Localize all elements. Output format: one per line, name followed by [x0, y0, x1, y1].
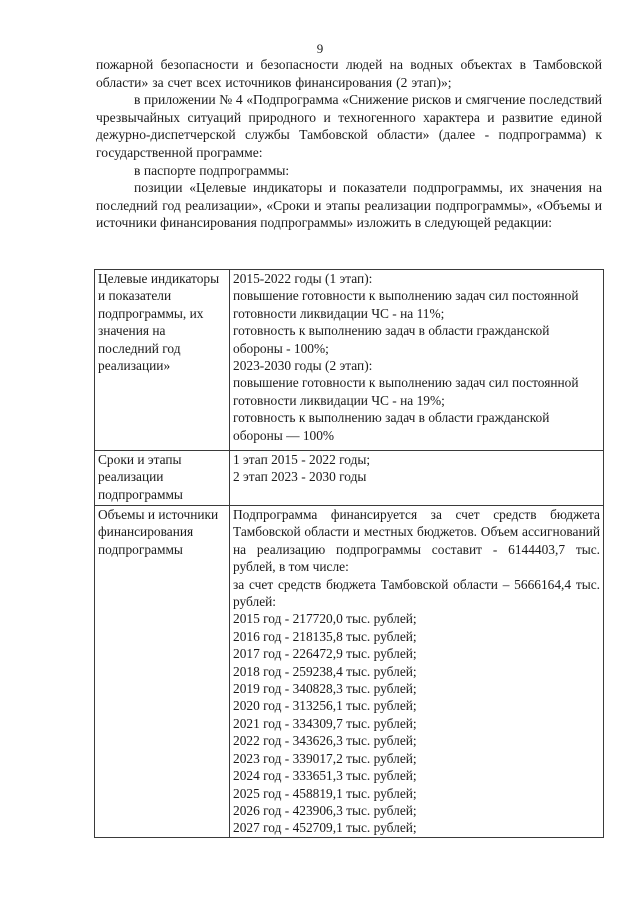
value-line: за счет средств бюджета Тамбовской области – 5666164,4 тыс. рублей:	[233, 576, 600, 610]
value-line: 2025 год - 458819,1 тыс. рублей;	[233, 785, 417, 801]
value-line: повышение готовности к выполнению задач сил постоянной готовности ликвидации ЧС - на 19%;	[233, 375, 579, 408]
intro-paragraph-4: позиции «Целевые индикаторы и показатели подпрограммы, их значения на последний год реализации», «Сроки и этапы реализации подпрограммы», «Объемы и источники финансирования подпрограммы» изложить в следующей редакции:	[96, 180, 602, 231]
passport-table	[94, 269, 604, 838]
intro-paragraph-3: в паспорте подпрограммы:	[134, 162, 290, 178]
row-label-terms: Сроки и этапы реализации подпрограммы	[95, 451, 230, 506]
value-line: 2027 год - 452709,1 тыс. рублей;	[233, 820, 417, 836]
value-line: 2016 год - 218135,8 тыс. рублей;	[233, 628, 417, 644]
value-line: 2023 год - 339017,2 тыс. рублей;	[233, 750, 417, 766]
value-line: 2023-2030 годы (2 этап):	[233, 358, 373, 374]
table-row-funding	[95, 506, 604, 838]
intro-paragraph-1: пожарной безопасности и безопасности людей на водных объектах в Тамбовской области» за счет всех источников финансирования (2 этап)»;	[96, 57, 602, 90]
row-value-indicators	[230, 270, 604, 451]
value-line: 2026 год - 423906,3 тыс. рублей;	[233, 802, 417, 818]
value-line: 1 этап 2015 - 2022 годы;	[233, 452, 371, 467]
value-line: 2022 год - 343626,3 тыс. рублей;	[233, 733, 417, 749]
value-line: 2 этап 2023 - 2030 годы	[233, 469, 367, 485]
value-line: готовность к выполнению задач в области гражданской обороны — 100%	[233, 410, 550, 443]
value-line: 2015-2022 годы (1 этап):	[233, 271, 373, 286]
value-line: 2020 год - 313256,1 тыс. рублей;	[233, 698, 417, 714]
table-row-indicators	[95, 270, 604, 451]
value-line: 2015 год - 217720,0 тыс. рублей;	[233, 611, 417, 627]
intro-paragraph-2: в приложении № 4 «Подпрограмма «Снижение рисков и смягчение последствий чрезвычайных ситуаций природного и техногенного характера и развитие единой дежурно-диспетчерской службы Тамбовской области» (далее - подпрограмма) к государственной программе:	[96, 92, 602, 160]
value-line: 2019 год - 340828,3 тыс. рублей;	[233, 681, 417, 697]
intro-text	[96, 56, 602, 232]
row-label-indicators: Целевые индикаторы и показатели подпрограммы, их значения на последний год реализации»	[95, 270, 230, 451]
value-line: 2018 год - 259238,4 тыс. рублей;	[233, 663, 417, 679]
row-label-funding: Объемы и источники финансирования подпрограммы	[95, 506, 230, 838]
value-line: готовность к выполнению задач в области гражданской обороны - 100%;	[233, 323, 550, 356]
value-line: повышение готовности к выполнению задач сил постоянной готовности ликвидации ЧС - на 11%;	[233, 288, 579, 321]
row-value-funding	[230, 506, 604, 838]
value-line: 2024 год - 333651,3 тыс. рублей;	[233, 768, 417, 784]
table-row-terms	[95, 451, 604, 506]
value-line: Подпрограмма финансируется за счет средств бюджета Тамбовской области и местных бюджетов. Объем ассигнований на реализацию подпрограммы составит - 6144403,7 тыс. рублей, в том числе:	[233, 507, 600, 575]
page-number: 9	[316, 41, 324, 56]
value-line: 2017 год - 226472,9 тыс. рублей;	[233, 646, 417, 662]
value-line: 2021 год - 334309,7 тыс. рублей;	[233, 715, 417, 731]
row-value-terms	[230, 451, 604, 506]
